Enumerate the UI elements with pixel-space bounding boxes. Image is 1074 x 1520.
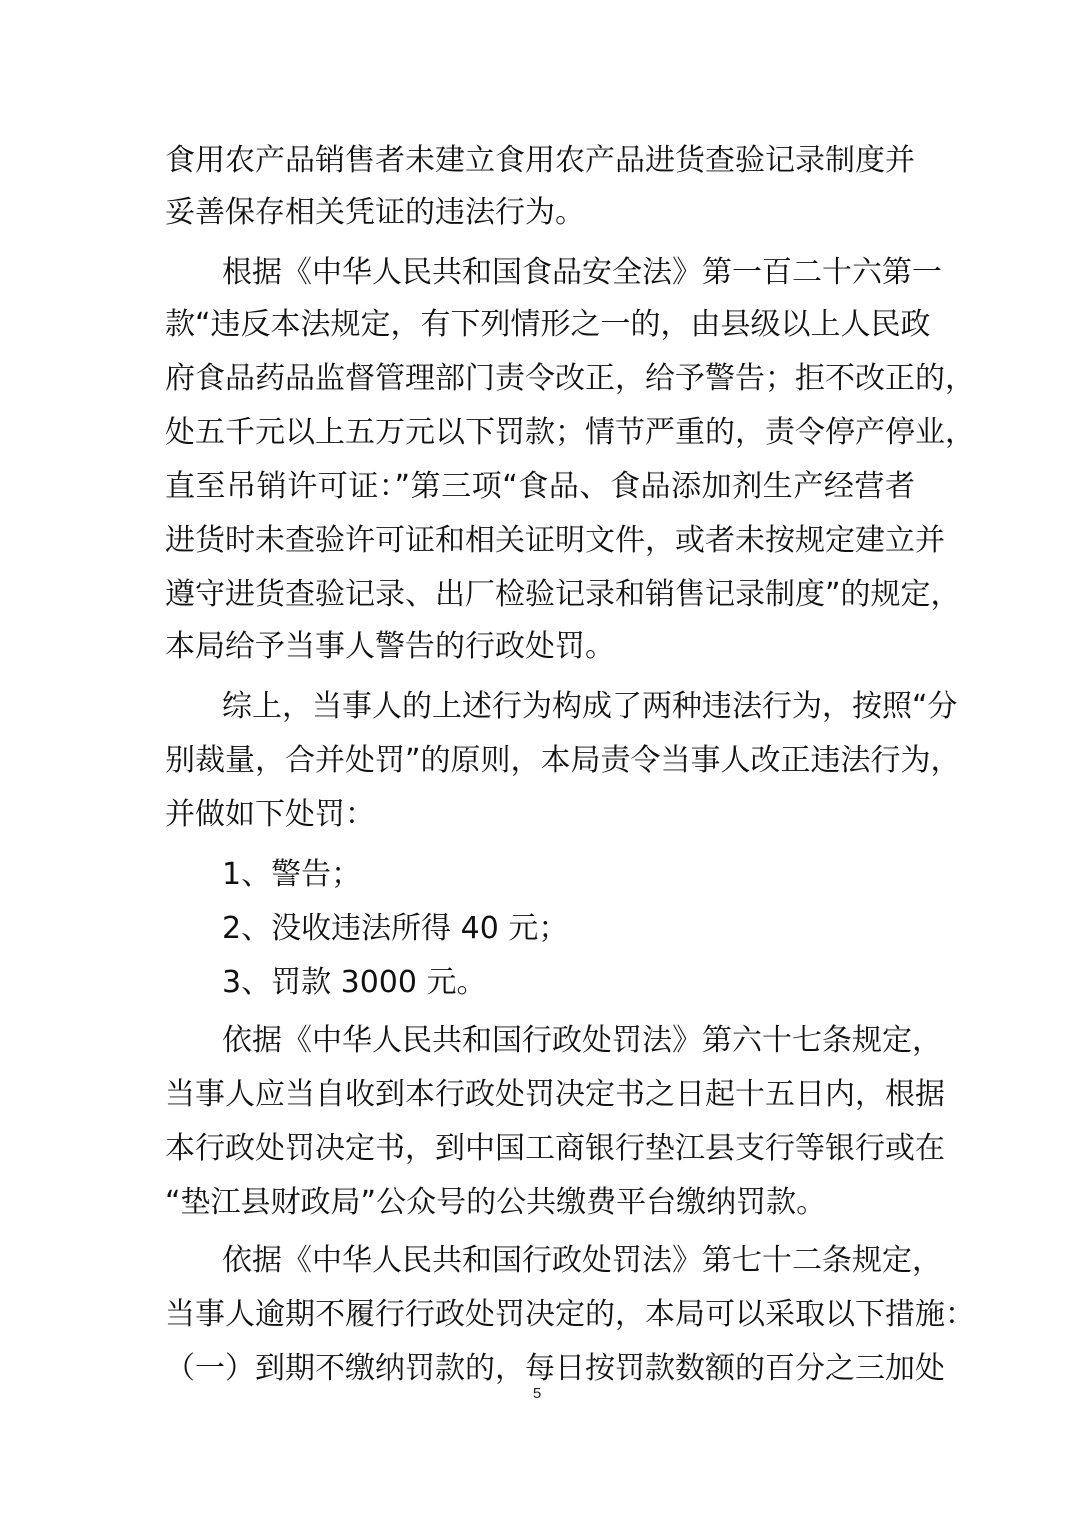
paragraph-payment-line-1: 依据《中华人民共和国行政处罚法》第六十七条规定， <box>222 1023 942 1058</box>
paragraph-3-line-3: 并做如下处罚： <box>165 797 375 832</box>
paragraph-payment-line-4: “垫江县财政局”公众号的公共缴费平台缴纳罚款。 <box>165 1185 827 1220</box>
paragraph-2-line-2: 款“违反本法规定，有下列情形之一的，由县级以上人民政 <box>165 307 931 342</box>
penalty-item-2: 2、没收违法所得 40 元； <box>222 911 569 946</box>
paragraph-2-line-5: 直至吊销许可证：”第三项“食品、食品添加剂生产经营者 <box>165 469 915 504</box>
paragraph-payment-line-2: 当事人应当自收到本行政处罚决定书之日起十五日内，根据 <box>165 1077 945 1112</box>
paragraph-3-line-1: 综上，当事人的上述行为构成了两种违法行为，按照“分 <box>222 689 958 724</box>
paragraph-3-line-2: 别裁量，合并处罚”的原则，本局责令当事人改正违法行为， <box>165 743 961 778</box>
paragraph-1-line-2: 妥善保存相关凭证的违法行为。 <box>165 195 585 230</box>
paragraph-payment-line-3: 本行政处罚决定书，到中国工商银行垫江县支行等银行或在 <box>165 1131 945 1166</box>
paragraph-overdue-line-3: （一）到期不缴纳罚款的，每日按罚款数额的百分之三加处 <box>165 1351 945 1386</box>
penalty-item-1: 1、警告； <box>222 857 362 892</box>
paragraph-2-line-4: 处五千元以上五万元以下罚款；情节严重的，责令停产停业， <box>165 415 975 450</box>
paragraph-2-line-3: 府食品药品监督管理部门责令改正，给予警告；拒不改正的， <box>165 361 975 396</box>
page-number: 5 <box>532 1385 542 1402</box>
paragraph-overdue-line-1: 依据《中华人民共和国行政处罚法》第七十二条规定， <box>222 1243 942 1278</box>
paragraph-1-line-1: 食用农产品销售者未建立食用农产品进货查验记录制度并 <box>165 143 915 178</box>
penalty-item-3: 3、罚款 3000 元。 <box>222 965 487 1000</box>
paragraph-overdue-line-2: 当事人逾期不履行行政处罚决定的，本局可以采取以下措施： <box>165 1297 975 1332</box>
paragraph-2-line-1: 根据《中华人民共和国食品安全法》第一百二十六第一 <box>222 255 942 290</box>
paragraph-2-line-6: 进货时未查验许可证和相关证明文件，或者未按规定建立并 <box>165 523 945 558</box>
paragraph-2-line-8: 本局给予当事人警告的行政处罚。 <box>165 629 615 664</box>
paragraph-2-line-7: 遵守进货查验记录、出厂检验记录和销售记录制度”的规定， <box>165 577 961 612</box>
